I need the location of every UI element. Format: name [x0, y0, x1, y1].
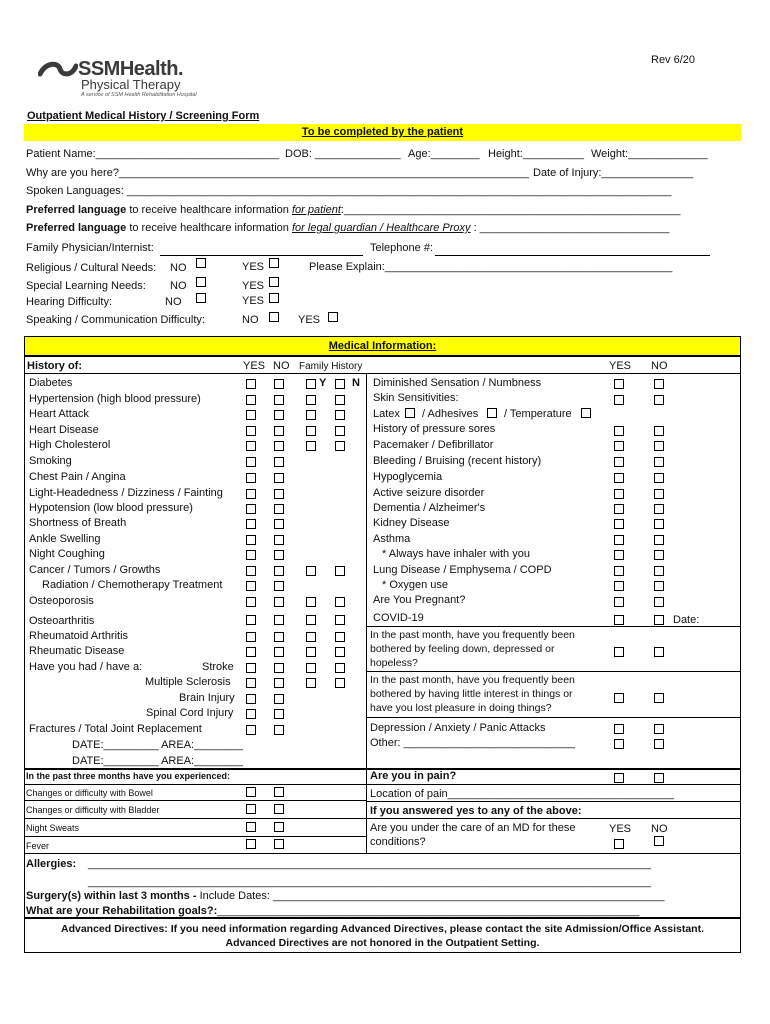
condition-numbness: Diminished Sensation / Numbness [373, 377, 542, 389]
other-yes[interactable] [614, 739, 624, 749]
condition-kidney: Kidney Disease [373, 517, 450, 529]
covid-date-label: Date: [673, 614, 700, 626]
fh-stroke-y[interactable] [306, 663, 316, 673]
pref-lang-bold: Preferred language [26, 204, 127, 216]
sweats-label: Night Sweats [26, 823, 80, 833]
advanced-directives-line-2: Advanced Directives are not honored in the Outpatient Setting. [225, 937, 540, 949]
condition-hypoglycemia: Hypoglycemia [373, 471, 443, 483]
rheumatoid-yes[interactable] [246, 632, 256, 642]
condition-cholesterol: High Cholesterol [29, 439, 111, 451]
condition-rheumatoid: Rheumatoid Arthritis [29, 630, 129, 642]
md-no[interactable] [654, 836, 664, 846]
fh-osteoarthritis-y[interactable] [306, 615, 316, 625]
fh-heart-attack-n[interactable] [335, 410, 345, 420]
osteoporosis-yes[interactable] [246, 597, 256, 607]
allergies-label: Allergies: [26, 858, 77, 870]
fever-yes[interactable] [246, 839, 256, 849]
fh-diabetes-y[interactable] [306, 379, 316, 389]
logo-tagline: A service of SSM Health Rehabilitation Hospital [81, 92, 197, 98]
speaking-yes: YES [298, 314, 321, 326]
condition-seizure: Active seizure disorder [373, 487, 485, 499]
injury-date-field[interactable]: Date of Injury:_______________ [533, 167, 694, 179]
bladder-label: Changes or difficulty with Bladder [26, 805, 160, 815]
spoken-languages-field[interactable]: Spoken Languages: _________________________________________________________________________________________ [26, 185, 672, 197]
fh-osteoporosis-y[interactable] [306, 597, 316, 607]
condition-diabetes: Diabetes [29, 377, 73, 389]
fh-cancer-y[interactable] [306, 566, 316, 576]
if-yes-label: If you answered yes to any of the above: [370, 805, 582, 817]
cholesterol-yes[interactable] [246, 441, 256, 451]
coughing-no[interactable] [274, 550, 284, 560]
brain-injury-no[interactable] [274, 694, 284, 704]
fractures-yes[interactable] [246, 725, 256, 735]
why-here-field[interactable]: Why are you here?___________________________________________________________________ [26, 167, 529, 179]
religious-label: Religious / Cultural Needs: [26, 262, 157, 274]
fh-n-label: N [352, 377, 360, 389]
religious-yes: YES [242, 261, 265, 273]
condition-osteoporosis: Osteoporosis [29, 595, 94, 607]
fh-hypertension-n[interactable] [335, 395, 345, 405]
condition-cancer: Cancer / Tumors / Growths [29, 564, 161, 576]
condition-pregnant: Are You Pregnant? [373, 594, 466, 606]
learning-no: NO [170, 280, 187, 292]
fh-osteoporosis-n[interactable] [335, 597, 345, 607]
cholesterol-no[interactable] [274, 441, 284, 451]
hearing-yes: YES [242, 295, 265, 307]
hypertension-no[interactable] [274, 395, 284, 405]
cancer-yes[interactable] [246, 566, 256, 576]
stroke-yes[interactable] [246, 663, 256, 673]
pref-lang-text: to receive healthcare information [129, 204, 289, 216]
oxygen-yes[interactable] [614, 581, 624, 591]
smoking-yes[interactable] [246, 457, 256, 467]
fractures-no[interactable] [274, 725, 284, 735]
ankle-no[interactable] [274, 535, 284, 545]
pref-lang2-for: for legal guardian / Healthcare Proxy [291, 222, 471, 234]
speaking-no-checkbox[interactable] [269, 312, 279, 322]
speaking-label: Speaking / Communication Difficulty: [26, 314, 205, 326]
fh-rheumatic-y[interactable] [306, 647, 316, 657]
telephone-line[interactable] [435, 255, 710, 256]
pref-lang2-text: to receive healthcare information [129, 222, 289, 234]
covid-no[interactable] [654, 615, 664, 625]
fh-hypertension-y[interactable] [306, 395, 316, 405]
lung-yes[interactable] [614, 566, 624, 576]
fever-no[interactable] [274, 839, 284, 849]
breath-yes[interactable] [246, 519, 256, 529]
kidney-no[interactable] [654, 519, 664, 529]
logo-subtitle: Physical Therapy [81, 77, 181, 92]
condition-brain-injury: Brain Injury [179, 692, 235, 704]
latex-checkbox[interactable] [405, 408, 415, 418]
allergies-field-2[interactable]: ____________________________________________________________________________________________ [88, 876, 651, 888]
family-history-header: Family History [299, 361, 363, 372]
condition-rheumatic: Rheumatic Disease [29, 645, 125, 657]
condition-fractures: Fractures / Total Joint Replacement [29, 723, 202, 735]
hearing-no-checkbox[interactable] [196, 293, 206, 303]
condition-heart-disease: Heart Disease [29, 424, 99, 436]
adhesives-label: / Adhesives [422, 408, 479, 420]
patient-name-field[interactable]: Patient Name:______________________________ [26, 148, 280, 160]
hypotension-no[interactable] [274, 504, 284, 514]
fh-cholesterol-n[interactable] [335, 441, 345, 451]
telephone-label: Telephone #: [370, 242, 433, 254]
pain-no[interactable] [654, 773, 664, 783]
goals-line: _____________________________________________________________________ [217, 905, 640, 917]
fh-cancer-n[interactable] [335, 566, 345, 576]
sweats-line [24, 836, 367, 837]
oxygen-no[interactable] [654, 581, 664, 591]
three-months-header-line [24, 784, 367, 785]
md-question-1: Are you under the care of an MD for these [370, 822, 576, 834]
pregnant-yes[interactable] [614, 597, 624, 607]
numbness-yes[interactable] [614, 379, 624, 389]
surgery-text: Include Dates: ________________________________________________________________ [199, 890, 665, 902]
lung-no[interactable] [654, 566, 664, 576]
history-no-header: NO [273, 360, 290, 372]
speaking-yes-checkbox[interactable] [328, 312, 338, 322]
patient-banner-text: To be completed by the patient [301, 126, 464, 138]
pressure-sores-no[interactable] [654, 426, 664, 436]
allergies-field[interactable]: ____________________________________________________________________________________________ [88, 858, 651, 870]
fh-ms-n[interactable] [335, 678, 345, 688]
bleeding-yes[interactable] [614, 457, 624, 467]
md-no-label: NO [651, 823, 668, 835]
condition-asthma: Asthma [373, 533, 411, 545]
fh-heart-disease-n[interactable] [335, 426, 345, 436]
depression-no[interactable] [654, 724, 664, 734]
condition-night-coughing: Night Coughing [29, 548, 105, 560]
condition-spinal-cord: Spinal Cord Injury [146, 707, 234, 719]
religious-no: NO [170, 262, 187, 274]
history-yes-header: YES [243, 360, 266, 372]
other-no[interactable] [654, 739, 664, 749]
condition-hypotension: Hypotension (low blood pressure) [29, 502, 193, 514]
interest-yes[interactable] [614, 693, 624, 703]
other-field[interactable]: Other: ____________________________ [370, 737, 575, 749]
lightheaded-no[interactable] [274, 489, 284, 499]
pain-line [366, 784, 741, 785]
pain-yes[interactable] [614, 773, 624, 783]
fh-cholesterol-y[interactable] [306, 441, 316, 451]
three-months-header: In the past three months have you experienced: [26, 771, 231, 781]
age-field[interactable]: Age:________ [408, 148, 480, 160]
heart-disease-yes[interactable] [246, 426, 256, 436]
condition-pacemaker: Pacemaker / Defibrillator [373, 439, 494, 451]
bowel-label: Changes or difficulty with Bowel [26, 788, 153, 798]
please-explain-field[interactable]: Please Explain:_______________________________________________ [309, 261, 673, 273]
condition-osteoarthritis: Osteoarthritis [29, 615, 95, 627]
covid-yes[interactable] [614, 615, 624, 625]
advanced-directives-line-1: Advanced Directives: If you need information regarding Advanced Directives, please contact the site Admission/Office Assistant. [60, 923, 704, 935]
pref-lang2-bold: Preferred language [26, 222, 127, 234]
ssm-logo [38, 58, 238, 100]
header-divider [24, 373, 741, 374]
spinal-no[interactable] [274, 709, 284, 719]
hearing-no: NO [165, 296, 182, 308]
condition-heart-attack: Heart Attack [29, 408, 89, 420]
osteoarthritis-no[interactable] [274, 615, 284, 625]
three-months-divider [366, 768, 367, 854]
interest-question-1: In the past month, have you frequently been [370, 674, 575, 686]
diabetes-yes[interactable] [246, 379, 256, 389]
rheumatic-yes[interactable] [246, 647, 256, 657]
religious-yes-checkbox[interactable] [269, 258, 279, 268]
md-yes-label: YES [609, 823, 632, 835]
pref-lang-for: for patient [291, 204, 341, 216]
ssm-swirl-icon [38, 60, 78, 80]
condition-radiation: Radiation / Chemotherapy Treatment [42, 579, 223, 591]
chest-pain-no[interactable] [274, 473, 284, 483]
bladder-line [24, 818, 367, 819]
lightheaded-yes[interactable] [246, 489, 256, 499]
condition-ankle-swelling: Ankle Swelling [29, 533, 101, 545]
heart-attack-no[interactable] [274, 410, 284, 420]
adhesives-checkbox[interactable] [487, 408, 497, 418]
ms-no[interactable] [274, 678, 284, 688]
right-divider-2 [366, 671, 741, 672]
depression-label: Depression / Anxiety / Panic Attacks [370, 722, 546, 734]
bowel-no[interactable] [274, 787, 284, 797]
ms-yes[interactable] [246, 678, 256, 688]
condition-oxygen: * Oxygen use [382, 579, 449, 591]
fh-rheumatoid-y[interactable] [306, 632, 316, 642]
dementia-no[interactable] [654, 504, 664, 514]
preferred-language-guardian[interactable] [26, 222, 669, 234]
pref-lang-line: :_______________________________________________________ [340, 204, 681, 216]
depressed-question-3: hopeless? [370, 657, 418, 669]
right-divider-3 [366, 717, 741, 718]
latex-label: Latex [373, 408, 400, 420]
skin-no[interactable] [654, 395, 664, 405]
bowel-line [24, 800, 367, 801]
condition-pressure-sores: History of pressure sores [373, 423, 496, 435]
patient-banner [24, 124, 741, 141]
interest-no[interactable] [654, 693, 664, 703]
height-field[interactable]: Height:__________ [488, 148, 585, 160]
physician-label: Family Physician/Internist: [26, 242, 154, 254]
learning-no-checkbox[interactable] [196, 277, 206, 287]
md-yes[interactable] [614, 839, 624, 849]
advanced-directives-box [24, 918, 741, 953]
hearing-yes-checkbox[interactable] [269, 293, 279, 303]
asthma-no[interactable] [654, 535, 664, 545]
condition-lightheaded: Light-Headedness / Dizziness / Fainting [29, 487, 223, 499]
pain-location-field[interactable]: Location of pain_____________________________________ [370, 788, 675, 800]
hypoglycemia-no[interactable] [654, 473, 664, 483]
right-yes-header: YES [609, 360, 632, 372]
depression-yes[interactable] [614, 724, 624, 734]
pacemaker-no[interactable] [654, 441, 664, 451]
goals-field[interactable] [26, 905, 639, 917]
surgery-field[interactable] [26, 890, 665, 902]
condition-bleeding: Bleeding / Bruising (recent history) [373, 455, 542, 467]
fh-heart-attack-y[interactable] [306, 410, 316, 420]
temperature-label: / Temperature [504, 408, 572, 420]
hypotension-yes[interactable] [246, 504, 256, 514]
condition-shortness-breath: Shortness of Breath [29, 517, 127, 529]
physician-line[interactable] [160, 255, 363, 256]
stroke-no[interactable] [274, 663, 284, 673]
asthma-yes[interactable] [614, 535, 624, 545]
pressure-sores-yes[interactable] [614, 426, 624, 436]
interest-question-3: have you lost pleasure in doing things? [370, 702, 552, 714]
learning-label: Special Learning Needs: [26, 280, 146, 292]
breath-no[interactable] [274, 519, 284, 529]
condition-skin: Skin Sensitivities: [373, 392, 459, 404]
ankle-yes[interactable] [246, 535, 256, 545]
heart-disease-no[interactable] [274, 426, 284, 436]
diabetes-no[interactable] [274, 379, 284, 389]
have-you-had-label: Have you had / have a: [29, 661, 143, 673]
radiation-yes[interactable] [246, 581, 256, 591]
condition-inhaler: * Always have inhaler with you [382, 548, 530, 560]
fh-y-label: Y [319, 377, 327, 389]
condition-hypertension: Hypertension (high blood pressure) [29, 393, 201, 405]
pain-location-line [366, 801, 741, 802]
depressed-no[interactable] [654, 647, 664, 657]
bladder-yes[interactable] [246, 804, 256, 814]
dob-field[interactable]: DOB: ______________ [285, 148, 401, 160]
fh-rheumatic-n[interactable] [335, 647, 345, 657]
fh-diabetes-n[interactable] [335, 379, 345, 389]
md-question-2: conditions? [370, 836, 426, 848]
depressed-question-1: In the past month, have you frequently been [370, 629, 575, 641]
hypoglycemia-yes[interactable] [614, 473, 624, 483]
pain-header: Are you in pain? [370, 770, 457, 782]
medical-banner [24, 336, 741, 356]
revision-label: Rev 6/20 [651, 54, 696, 66]
condition-stroke: Stroke [202, 661, 234, 673]
numbness-no[interactable] [654, 379, 664, 389]
inhaler-no[interactable] [654, 550, 664, 560]
osteoarthritis-yes[interactable] [246, 615, 256, 625]
religious-no-checkbox[interactable] [196, 258, 206, 268]
radiation-no[interactable] [274, 581, 284, 591]
fh-heart-disease-y[interactable] [306, 426, 316, 436]
bladder-no[interactable] [274, 804, 284, 814]
interest-question-2: bothered by having little interest in things or [370, 688, 573, 700]
fh-stroke-n[interactable] [335, 663, 345, 673]
logo-brand: SSMHealth. [78, 58, 184, 80]
pacemaker-yes[interactable] [614, 441, 624, 451]
kidney-yes[interactable] [614, 519, 624, 529]
depressed-question-2: bothered by feeling down, depressed or [370, 643, 555, 655]
spinal-yes[interactable] [246, 709, 256, 719]
medical-banner-text: Medical Information: [328, 340, 437, 352]
temperature-checkbox[interactable] [581, 408, 591, 418]
brain-injury-yes[interactable] [246, 694, 256, 704]
chest-pain-yes[interactable] [246, 473, 256, 483]
bowel-yes[interactable] [246, 787, 256, 797]
history-of-label: History of: [27, 360, 82, 372]
rheumatic-no[interactable] [274, 647, 284, 657]
fh-rheumatoid-n[interactable] [335, 632, 345, 642]
inhaler-yes[interactable] [614, 550, 624, 560]
depressed-yes[interactable] [614, 647, 624, 657]
seizure-yes[interactable] [614, 489, 624, 499]
condition-chest-pain: Chest Pain / Angina [29, 471, 126, 483]
condition-ms: Multiple Sclerosis [145, 676, 231, 688]
rheumatoid-no[interactable] [274, 632, 284, 642]
condition-dementia: Dementia / Alzheimer's [373, 502, 486, 514]
preferred-language-patient[interactable] [26, 204, 680, 216]
dementia-yes[interactable] [614, 504, 624, 514]
if-yes-line [366, 818, 741, 819]
pref-lang2-line: : _______________________________ [473, 222, 670, 234]
medical-divider [366, 374, 367, 770]
right-no-header: NO [651, 360, 668, 372]
form-title: Outpatient Medical History / Screening Form [27, 110, 260, 122]
goals-label: What are your Rehabilitation goals?: [26, 905, 218, 917]
condition-covid: COVID-19 [373, 612, 424, 624]
seizure-no[interactable] [654, 489, 664, 499]
fh-ms-y[interactable] [306, 678, 316, 688]
hearing-label: Hearing Difficulty: [26, 296, 112, 308]
cancer-no[interactable] [274, 566, 284, 576]
date-area-field-2[interactable]: DATE:_________ AREA:________ [72, 755, 244, 767]
learning-yes: YES [242, 280, 265, 292]
smoking-no[interactable] [274, 457, 284, 467]
surgery-label: Surgery(s) within last 3 months - [26, 890, 197, 902]
weight-field[interactable]: Weight:_____________ [591, 148, 708, 160]
fh-osteoarthritis-n[interactable] [335, 615, 345, 625]
condition-lung: Lung Disease / Emphysema / COPD [373, 564, 552, 576]
learning-yes-checkbox[interactable] [269, 277, 279, 287]
skin-yes[interactable] [614, 395, 624, 405]
hypertension-yes[interactable] [246, 395, 256, 405]
fever-label: Fever [26, 841, 50, 851]
coughing-yes[interactable] [246, 550, 256, 560]
right-divider-1 [366, 626, 741, 627]
condition-smoking: Smoking [29, 455, 72, 467]
osteoporosis-no[interactable] [274, 597, 284, 607]
sweats-no[interactable] [274, 822, 284, 832]
bleeding-no[interactable] [654, 457, 664, 467]
speaking-no: NO [242, 314, 259, 326]
pregnant-no[interactable] [654, 597, 664, 607]
date-area-field-1[interactable]: DATE:_________ AREA:________ [72, 739, 244, 751]
heart-attack-yes[interactable] [246, 410, 256, 420]
sweats-yes[interactable] [246, 822, 256, 832]
